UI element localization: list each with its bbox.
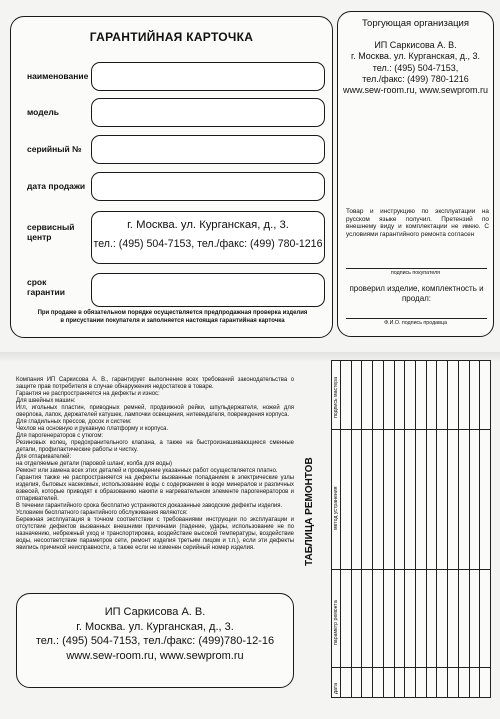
service-center-address: г. Москва. ул. Курганская, д., 3. — [127, 219, 289, 231]
field-label-serial: серийный № — [27, 144, 82, 154]
contact-address: г. Москва. ул. Курганская, д., 3. — [76, 620, 234, 633]
terms-paragraph: Гарантия также не распространяется на дефекты вызванные попаданием в электрические узлы изделия, бытовых насекомых, использование воды с содержанием в воде минералов и различных взвесей, которые приводят к образованию накипи в нагревательном элементе парогенераторов и отпаривателей. — [16, 475, 294, 503]
serial-number-field[interactable] — [91, 135, 325, 164]
column-header-date: дата — [333, 682, 339, 694]
contact-lines — [17, 605, 293, 664]
terms-paragraph: Ремонт или замена всех этих деталей и проведение указанных работ осуществляется платно. — [16, 468, 278, 475]
trade-org-website: www.sew-room.ru, www.sewprom.ru — [342, 85, 489, 95]
terms-paragraph: В течении гарантийного срока бесплатно устраняются доказанные заводские дефекты изделия. — [16, 503, 283, 510]
repair-table-row[interactable] — [361, 361, 362, 697]
trade-org-line: г. Москва. ул. Курганская, д., 3. — [351, 51, 480, 62]
check-text: проверил изделие, комплектность и продал: — [349, 284, 484, 304]
terms-paragraph: Для гладильных прессов, досок и систем: — [16, 419, 132, 426]
column-line — [332, 429, 490, 430]
repair-table-row[interactable] — [426, 361, 427, 697]
trade-org-line: тел./факс: (499) 780-1216 — [362, 73, 469, 84]
warranty-terms — [16, 377, 294, 552]
column-header-fix-method: метод устранения — [333, 486, 339, 530]
contact-phones: тел.: (495) 504-7153, тел./факс: (499)780-12-16 — [35, 635, 275, 648]
terms-paragraph: Для швейных машин: — [16, 398, 76, 405]
repair-table-title: ТАБЛИЦА РЕМОНТОВ — [304, 457, 315, 566]
column-header-repair-parameter: параметр ремонта — [333, 600, 339, 645]
terms-paragraph: Резиновых колец, предохранительного клапана, а также на быстроизнашивающиеся сменные детали, профилактические работы и чистку. — [16, 440, 294, 454]
terms-paragraph: Условием бесплатного гарантийного обслуживания являются: — [16, 510, 188, 517]
consent-text: Товар и инструкцию по эксплуатации на русском языке получил. Претензий по внешнему виду и комплектации не имею. С условиями гарантийного ремонта согласен — [346, 208, 489, 238]
terms-paragraph: Игл, игольных пластин, приводных ремней, продвижной рейки, шпульдержателя, ножей для оверлока, лапок, держателей катушек, лампочки освещения, нитеведателя, повреждения корпуса. — [16, 405, 294, 419]
repair-table — [331, 360, 491, 698]
column-divider — [340, 361, 341, 697]
terms-paragraph: Бережная эксплуатация в точном соответствии с требованиями инструкции по эксплуатации и отсутствие дефектов вызванных внешними причинами (падение, удары, использование не по назначению, небрежный уход и транспортировка, воздействие высокой температуры, воздействие воды, несоответствие параметров сети, ремонт изделия третьим лицом и т.п.), если эти дефекты явились причиной неисправности, а также если не изменен серийный номер изделия. — [16, 517, 294, 552]
presale-check-note: При продаже в обязательном порядке осуществляется предпродажная проверка изделия в присустании покупателя и заполняется настоящая гарантийная карточка — [37, 310, 308, 324]
contact-websites: www.sew-room.ru, www.sewprom.ru — [66, 649, 244, 662]
trade-org-line: тел.: (495) 504-7153, — [372, 62, 459, 73]
terms-paragraph: Чехлов на основную и рукавную платформу и корпуса. — [16, 426, 169, 433]
seller-contact-box — [16, 593, 294, 688]
service-center-field[interactable] — [91, 211, 325, 264]
terms-paragraph: Гарантия не распространяется на дефекты и износ: — [16, 391, 160, 398]
field-label-sale-date: дата продажи — [27, 181, 86, 191]
trade-organization-panel — [337, 11, 494, 337]
terms-paragraph: на отделяемые детали (паровой шланг, колба для воды) — [16, 461, 173, 468]
repair-table-row[interactable] — [394, 361, 395, 697]
column-line — [332, 667, 490, 668]
warranty-card-title: ГАРАНТИЙНАЯ КАРТОЧКА — [89, 30, 254, 44]
trade-org-heading: Торгующая организация — [361, 18, 470, 29]
repair-table-row[interactable] — [458, 361, 459, 697]
buyer-signature-caption: подпись покупателя — [390, 270, 441, 276]
buyer-signature-line[interactable] — [346, 268, 487, 269]
repair-table-row[interactable] — [436, 361, 437, 697]
field-label-model: модель — [27, 107, 60, 117]
column-line — [332, 569, 490, 570]
column-header-master-signature: подпись мастера — [333, 376, 339, 418]
repair-table-row[interactable] — [415, 361, 416, 697]
warranty-card — [10, 16, 333, 338]
model-field[interactable] — [91, 98, 325, 127]
contact-company: ИП Саркисова А. В. — [104, 606, 206, 618]
terms-paragraph: Для отпаривателей: — [16, 454, 72, 461]
seller-signature-line[interactable] — [346, 318, 487, 319]
trade-org-line: ИП Саркисова А. В. — [374, 40, 457, 50]
repair-table-row[interactable] — [383, 361, 384, 697]
terms-paragraph: Для парогенераторов с утюгом: — [16, 433, 104, 440]
field-label-name: наименование — [27, 71, 89, 81]
repair-table-row[interactable] — [479, 361, 480, 697]
repair-table-row[interactable] — [372, 361, 373, 697]
repair-table-row[interactable] — [447, 361, 448, 697]
trade-org-contacts — [338, 40, 493, 96]
repair-table-row[interactable] — [404, 361, 405, 697]
sale-date-field[interactable] — [91, 172, 325, 201]
field-label-service-center: сервисный центр — [27, 222, 75, 242]
warranty-term-field[interactable] — [91, 273, 325, 307]
repair-table-row[interactable] — [351, 361, 352, 697]
seller-signature-caption: Ф.И.О. подпись продавца — [384, 320, 447, 326]
name-field[interactable] — [91, 62, 325, 91]
repair-table-row[interactable] — [469, 361, 470, 697]
field-label-warranty-term: срок гарантии — [27, 277, 65, 297]
service-center-phones: тел.: (495) 504-7153, тел./факс: (499) 780-1216 — [93, 238, 323, 250]
terms-paragraph: Компания ИП Саркисова А. В., гарантирует выполнение всех требований законодательства о защите прав потребителя в случае обнаружения недостатков в товаре. — [16, 377, 294, 391]
